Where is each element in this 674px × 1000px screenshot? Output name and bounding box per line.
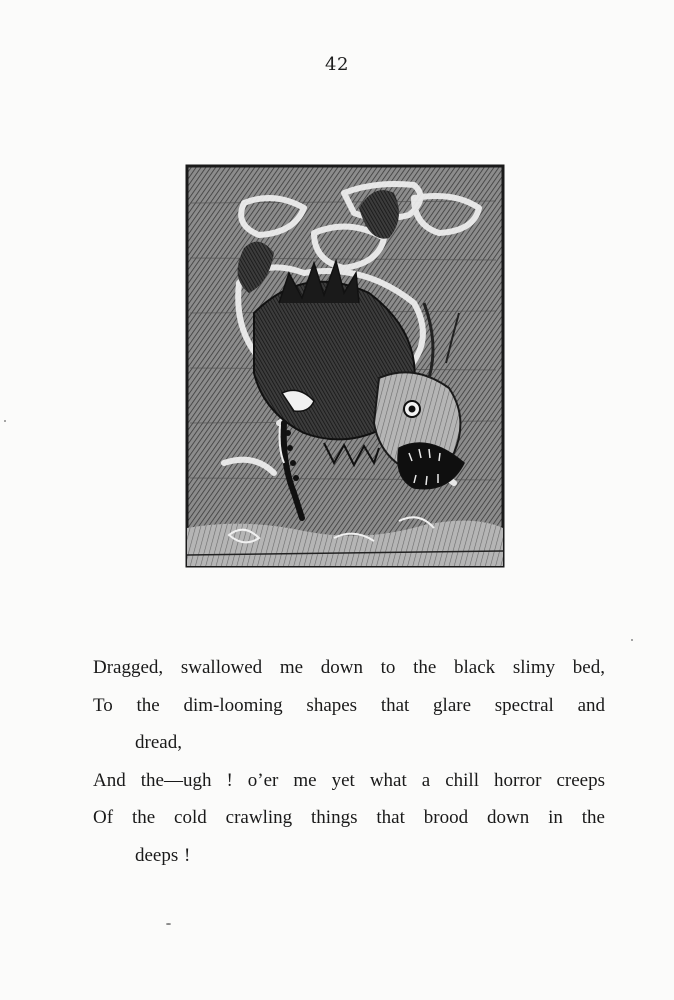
poem-stanza xyxy=(93,649,605,875)
print-speck xyxy=(631,639,633,641)
poem-line: Dragged, swallowed me down to the black slimy bed, xyxy=(93,657,605,678)
print-speck xyxy=(4,420,6,422)
poem-line: Of the cold crawling things that brood down in the xyxy=(93,807,605,829)
sea-monster-illustration xyxy=(184,163,506,570)
poem-line: To the dim-looming shapes that glare spectral and xyxy=(93,694,605,716)
print-speck xyxy=(166,923,171,925)
page-number: 42 xyxy=(325,54,349,75)
poem-line: deeps ! xyxy=(135,844,191,866)
poem-line: And the—ugh ! o’er me yet what a chill horror creeps xyxy=(93,769,605,791)
poem-line: dread, xyxy=(135,732,182,754)
